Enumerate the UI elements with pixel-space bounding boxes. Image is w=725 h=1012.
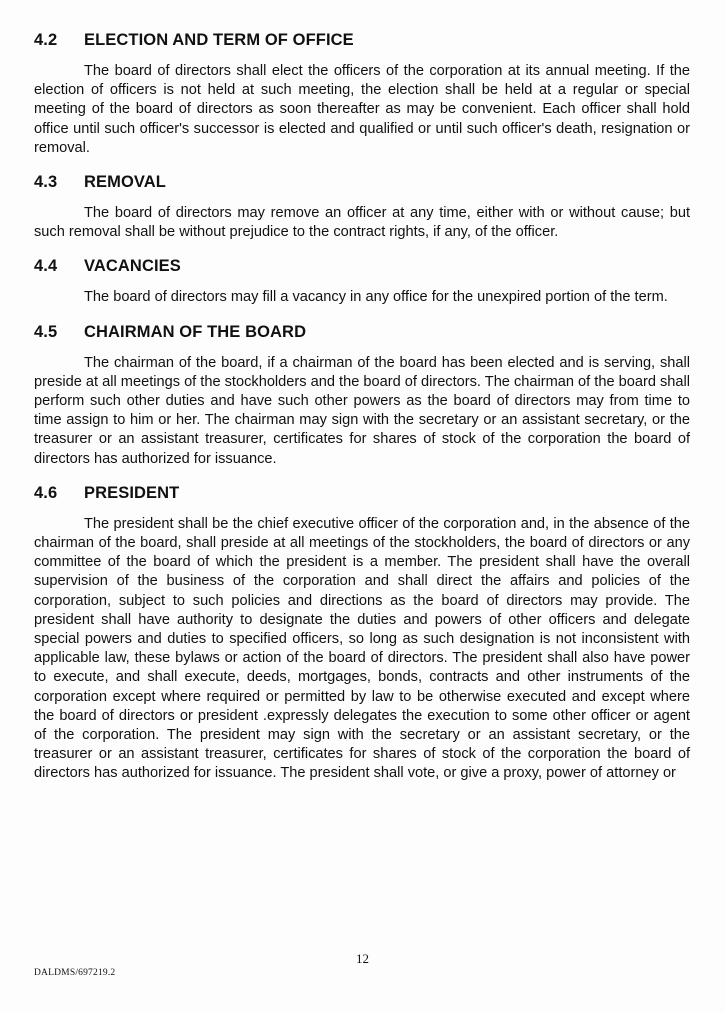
section-title: VACANCIES xyxy=(84,257,181,276)
section-heading xyxy=(34,171,690,193)
section-title: CHAIRMAN OF THE BOARD xyxy=(84,322,307,341)
section-heading xyxy=(34,482,690,504)
page-body xyxy=(34,29,690,797)
section-title: REMOVAL xyxy=(84,173,166,192)
section-number: 4.6 xyxy=(34,483,58,502)
section-4-5 xyxy=(34,321,690,469)
section-number: 4.4 xyxy=(34,257,58,276)
section-4-2 xyxy=(34,29,690,158)
page-number: 12 xyxy=(356,951,369,966)
section-paragraph: The board of directors may fill a vacancy in any office for the unexpired portion of the term. xyxy=(84,289,668,306)
section-4-4 xyxy=(34,255,690,307)
section-paragraph: The president shall be the chief executive officer of the corporation and, in the absence of the chairman of the board, shall preside at all meetings of the stockholders, the board of directors or any committee of the board of which the president is a member. The president shall have the overall supervision of the business of the corporation and shall direct the affairs and policies of the corporation, subject to such policies and directions as the board of directors may provide. The president shall have authority to designate the duties and powers of other officers and delegate special powers and duties to specified officers, so long as such designation is not inconsistent with applicable law, these bylaws or action of the board of directors. The president shall also have power to execute, and shall execute, deeds, mortgages, bonds, contracts and other instruments of the corporation except where required or permitted by law to be otherwise executed and except where the board of directors or president .expressly delegates the execution to some other officer or agent of the corporation. The president may sign with the secretary or an assistant secretary, or the treasurer or an assistant treasurer, certificates for shares of stock of the corporation the board of directors has authorized for issuance. The president shall vote, or give a proxy, power of attorney or xyxy=(34,515,690,782)
section-paragraph: The board of directors shall elect the officers of the corporation at its annual meeting. If the election of officers is not held at such meeting, the election shall be held at a regular or special meeting of the board of directors as soon thereafter as may be convenient. Each officer shall hold office until such officer's successor is elected and qualified or until such officer's death, resignation or removal. xyxy=(34,63,690,156)
section-number: 4.2 xyxy=(34,31,58,49)
section-number: 4.3 xyxy=(34,173,58,192)
section-heading xyxy=(34,321,690,343)
section-title: ELECTION AND TERM OF OFFICE xyxy=(84,31,354,49)
section-heading xyxy=(34,255,690,277)
section-4-6 xyxy=(34,482,690,784)
section-paragraph: The chairman of the board, if a chairman of the board has been elected and is serving, shall preside at all meetings of the stockholders and the board of directors. The chairman of the board shall perform such other duties and have such other powers as the board of directors may from time to time assign to him or her. The chairman may sign with the secretary or an assistant secretary, or the treasurer or an assistant treasurer, certificates for shares of stock of the corporation the board of directors has authorized for issuance. xyxy=(34,354,691,467)
document-id: DALDMS/697219.2 xyxy=(34,968,116,978)
section-number: 4.5 xyxy=(34,322,58,341)
section-paragraph: The board of directors may remove an officer at any time, either with or without cause; but such removal shall be without prejudice to the contract rights, if any, of the officer. xyxy=(34,205,690,241)
section-title: PRESIDENT xyxy=(84,483,180,502)
section-4-3 xyxy=(34,171,690,242)
section-heading xyxy=(34,29,690,51)
